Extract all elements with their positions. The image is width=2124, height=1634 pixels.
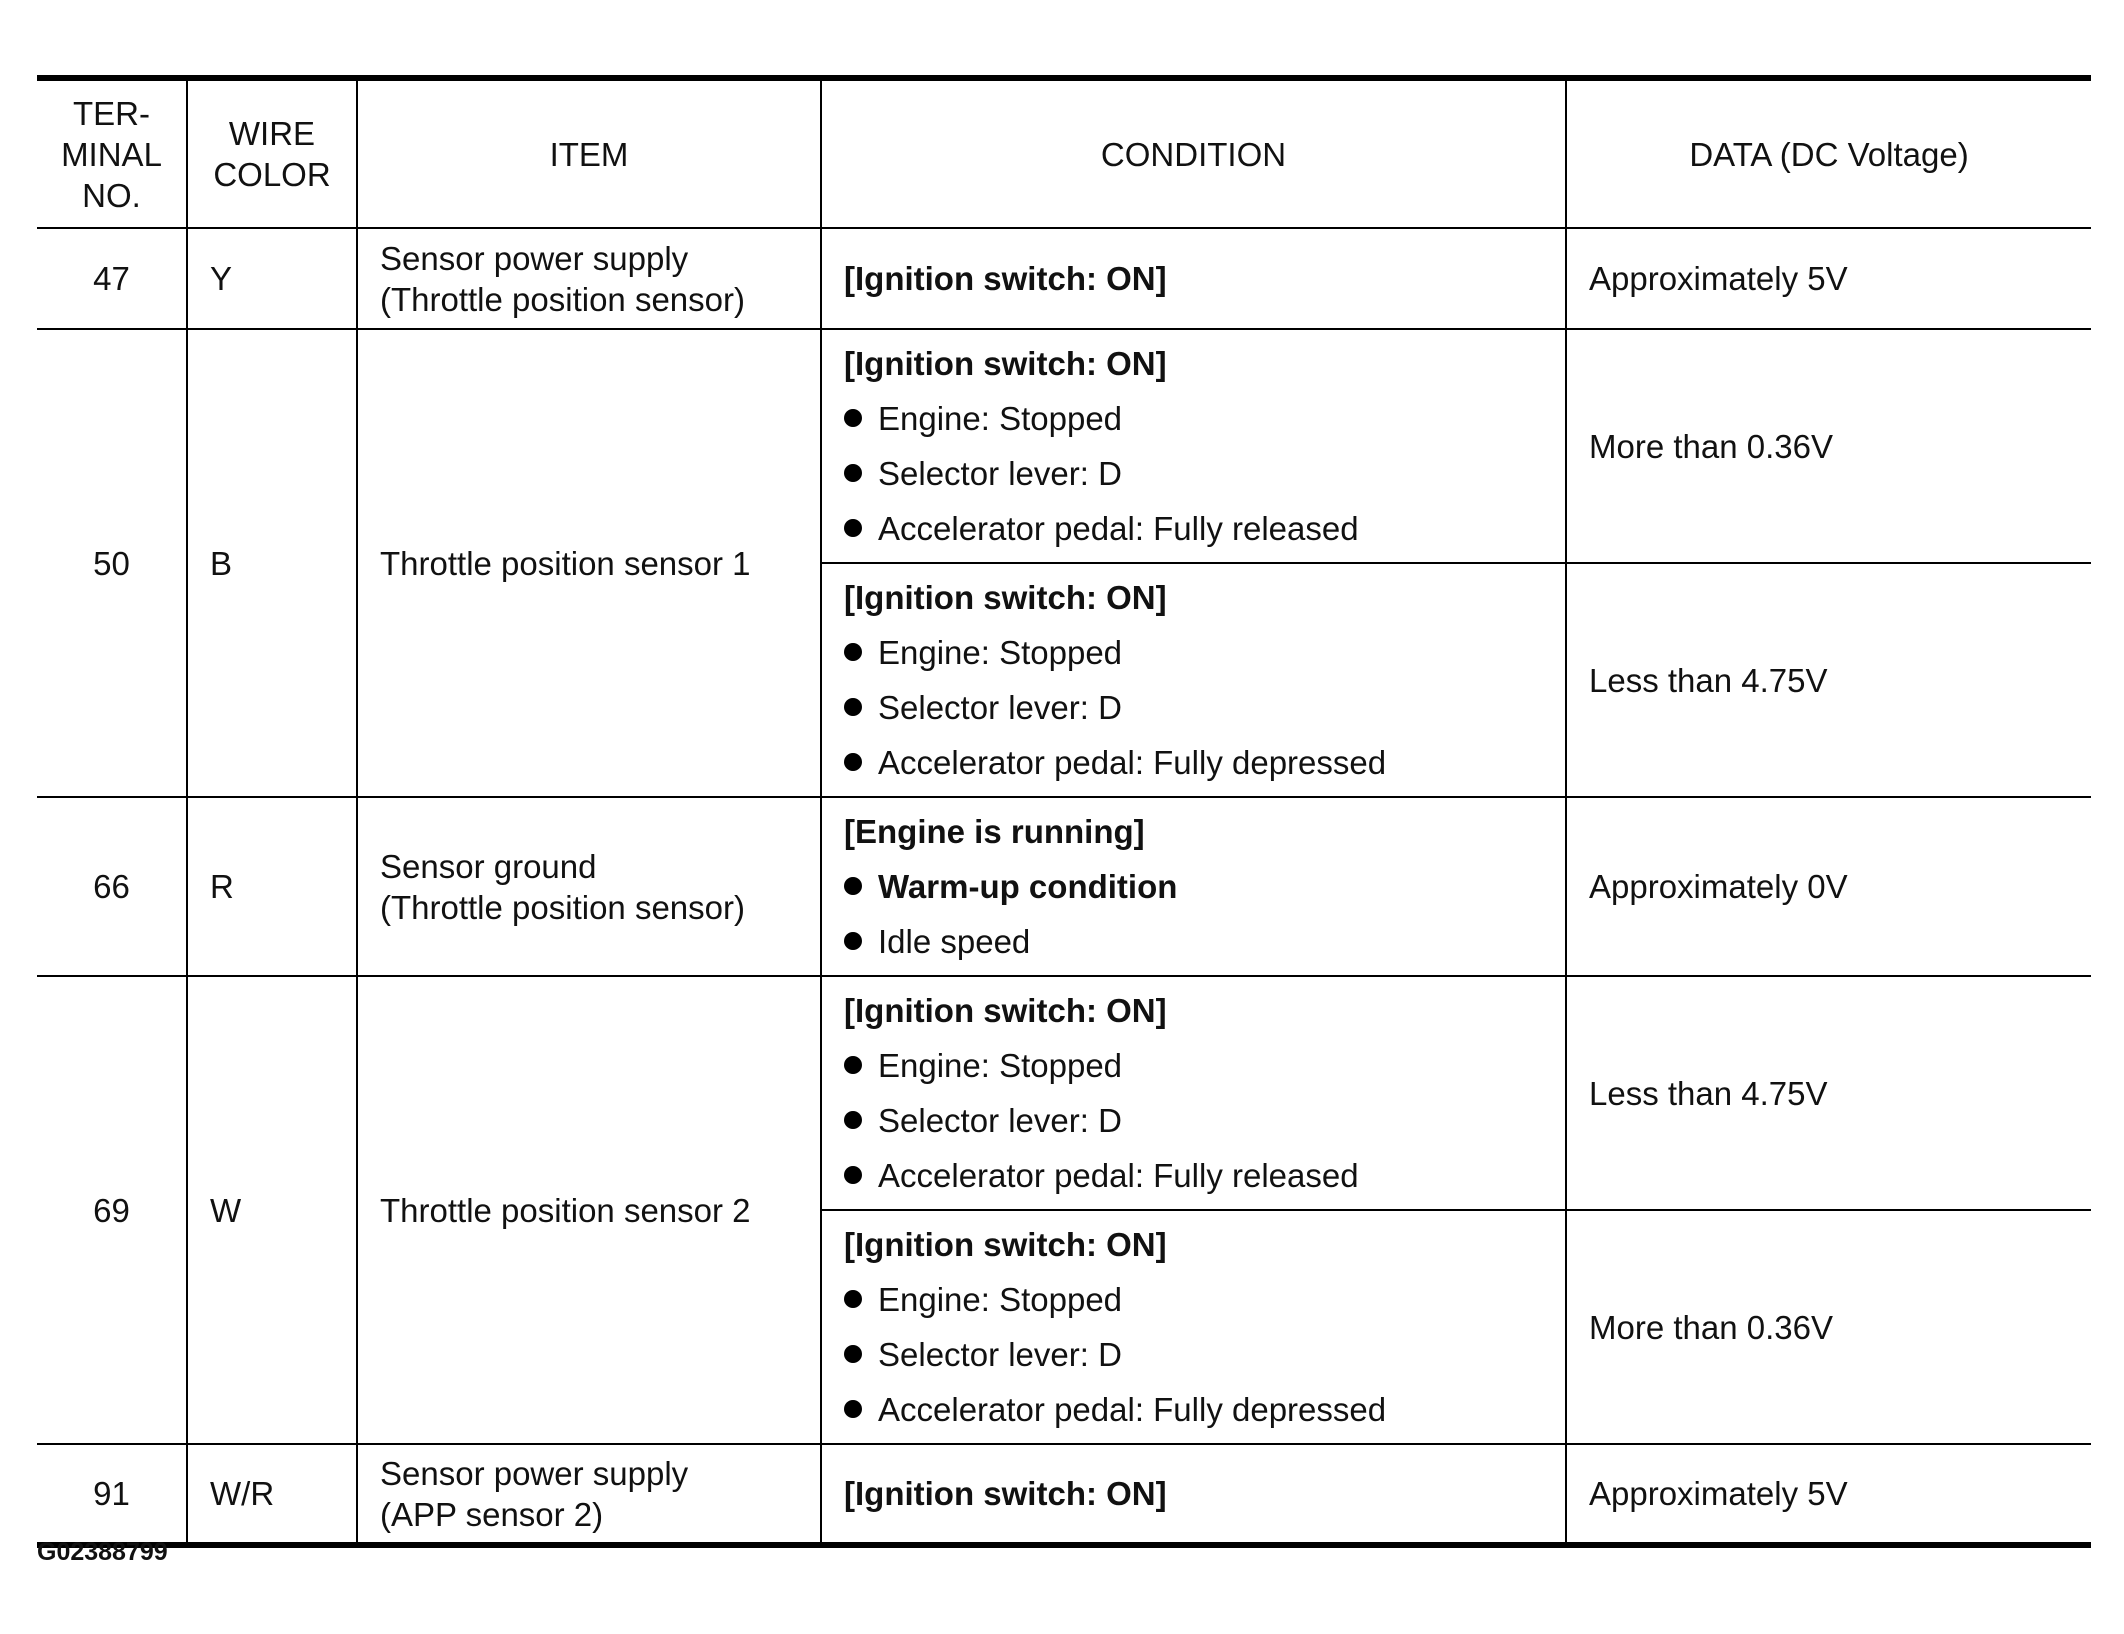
data-value: More than 0.36V <box>1566 329 2091 563</box>
header-row <box>37 78 2091 228</box>
terminal-no: 50 <box>37 329 187 797</box>
data-value: Approximately 5V <box>1566 1444 2091 1545</box>
item-line: Throttle position sensor 2 <box>380 1191 751 1229</box>
condition-text: Engine: Stopped <box>878 400 1123 437</box>
condition-bullet <box>844 625 1565 680</box>
table-row-terminal-66 <box>37 797 2091 976</box>
condition-bullet <box>844 501 1565 556</box>
condition-text: Engine: Stopped <box>878 1047 1123 1084</box>
wire-color: W/R <box>187 1444 357 1545</box>
item-line: Sensor power supply <box>380 1454 689 1492</box>
condition-heading: [Ignition switch: ON] <box>844 579 1167 616</box>
condition-bullet <box>844 1093 1565 1148</box>
bullet-icon <box>844 877 862 895</box>
terminal-no: 69 <box>37 976 187 1444</box>
condition-heading: [Ignition switch: ON] <box>844 992 1167 1029</box>
bullet-icon <box>844 1400 862 1418</box>
header-item: ITEM <box>357 78 821 228</box>
condition-bullet <box>844 735 1565 790</box>
header-terminal-no <box>37 78 187 228</box>
condition-text: Selector lever: D <box>878 1336 1122 1373</box>
item-line: Sensor power supply <box>380 239 689 277</box>
table-row-terminal-47 <box>37 228 2091 329</box>
data-value: Less than 4.75V <box>1566 563 2091 797</box>
item-cell <box>357 976 821 1444</box>
condition-bullet <box>844 1038 1565 1093</box>
condition-cell <box>821 976 1566 1210</box>
condition-text: Selector lever: D <box>878 455 1122 492</box>
condition-heading: [Ignition switch: ON] <box>844 1226 1167 1263</box>
document-id: G02388799 <box>37 1538 168 1566</box>
condition-text: Engine: Stopped <box>878 1281 1123 1318</box>
condition-cell <box>821 563 1566 797</box>
condition-bullet <box>844 1327 1565 1382</box>
header-terminal-line: NO. <box>82 176 141 214</box>
bullet-icon <box>844 932 862 950</box>
condition-cell <box>821 1210 1566 1444</box>
condition-bullet <box>844 446 1565 501</box>
bullet-icon <box>844 1290 862 1308</box>
bullet-icon <box>844 643 862 661</box>
condition-bullet <box>844 391 1565 446</box>
condition-text: Warm-up condition <box>878 868 1178 905</box>
header-data: DATA (DC Voltage) <box>1566 78 2091 228</box>
condition-cell <box>821 228 1566 329</box>
condition-bullet <box>844 1148 1565 1203</box>
condition-text: Accelerator pedal: Fully released <box>878 1157 1359 1194</box>
bullet-icon <box>844 1056 862 1074</box>
condition-text: Accelerator pedal: Fully released <box>878 510 1359 547</box>
bullet-icon <box>844 1111 862 1129</box>
condition-text: Accelerator pedal: Fully depressed <box>878 1391 1387 1428</box>
data-value: Less than 4.75V <box>1566 976 2091 1210</box>
bullet-icon <box>844 753 862 771</box>
wire-color: Y <box>187 228 357 329</box>
bullet-icon <box>844 1166 862 1184</box>
item-line: (APP sensor 2) <box>380 1495 604 1533</box>
condition-text: Engine: Stopped <box>878 634 1123 671</box>
terminal-no: 91 <box>37 1444 187 1545</box>
item-cell <box>357 329 821 797</box>
header-wire-line: COLOR <box>213 156 331 193</box>
header-condition: CONDITION <box>821 78 1566 228</box>
condition-text: Selector lever: D <box>878 689 1122 726</box>
item-cell <box>357 797 821 976</box>
item-cell <box>357 1444 821 1545</box>
condition-bullet <box>844 859 1565 914</box>
condition-text: Idle speed <box>878 923 1031 960</box>
condition-heading: [Ignition switch: ON] <box>844 345 1167 382</box>
header-terminal-line: TER- <box>73 94 150 132</box>
bullet-icon <box>844 409 862 427</box>
data-value: More than 0.36V <box>1566 1210 2091 1444</box>
condition-heading: [Ignition switch: ON] <box>844 1475 1167 1512</box>
condition-bullet <box>844 1272 1565 1327</box>
item-line: Throttle position sensor 1 <box>380 544 751 582</box>
condition-bullet <box>844 680 1565 735</box>
condition-cell <box>821 797 1566 976</box>
wire-color: W <box>187 976 357 1444</box>
item-line: Sensor ground <box>380 847 597 885</box>
condition-cell <box>821 1444 1566 1545</box>
table-row-terminal-91 <box>37 1444 2091 1545</box>
bullet-icon <box>844 464 862 482</box>
table-row-terminal-69 <box>37 976 2091 1210</box>
condition-heading: [Engine is running] <box>844 813 1145 850</box>
table-row-terminal-50 <box>37 329 2091 563</box>
header-wire-color <box>187 78 357 228</box>
condition-heading: [Ignition switch: ON] <box>844 260 1167 297</box>
terminal-no: 66 <box>37 797 187 976</box>
condition-cell <box>821 329 1566 563</box>
bullet-icon <box>844 698 862 716</box>
condition-text: Selector lever: D <box>878 1102 1122 1139</box>
header-terminal-line: MINAL <box>61 135 162 173</box>
bullet-icon <box>844 519 862 537</box>
wire-color: R <box>187 797 357 976</box>
header-wire-line: WIRE <box>228 115 316 152</box>
wire-color: B <box>187 329 357 797</box>
condition-bullet <box>844 914 1565 969</box>
item-line: (Throttle position sensor) <box>380 280 745 318</box>
item-cell <box>357 228 821 329</box>
terminal-data-table <box>37 75 2091 1548</box>
item-line: (Throttle position sensor) <box>380 888 745 926</box>
bullet-icon <box>844 1345 862 1363</box>
data-value: Approximately 0V <box>1566 797 2091 976</box>
condition-text: Accelerator pedal: Fully depressed <box>878 744 1387 781</box>
condition-bullet <box>844 1382 1565 1437</box>
terminal-no: 47 <box>37 228 187 329</box>
data-value: Approximately 5V <box>1566 228 2091 329</box>
